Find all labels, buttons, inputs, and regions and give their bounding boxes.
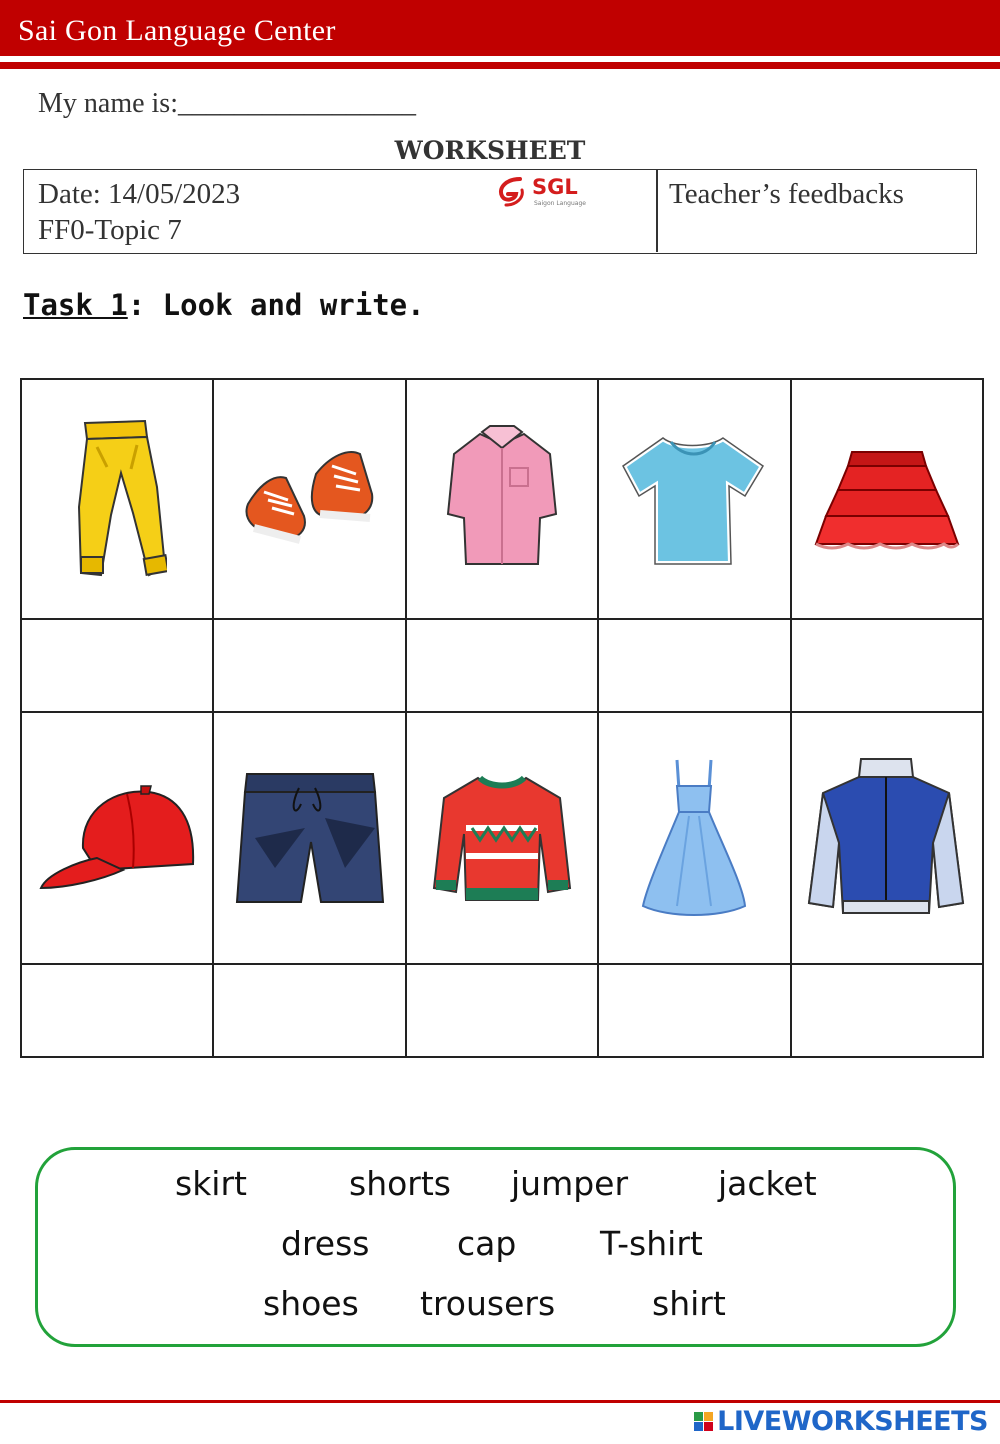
answer-input-7[interactable]: [218, 981, 401, 1041]
date-label: Date: 14/05/2023: [38, 178, 241, 210]
cap-picture: [37, 778, 197, 898]
answer-input-2[interactable]: [218, 636, 401, 696]
picture-grid: [20, 378, 984, 1058]
sgl-logo: [494, 174, 594, 210]
answer-input-1[interactable]: [26, 636, 209, 696]
task-label: Task 1: [23, 288, 128, 322]
word-bank-item: jumper: [511, 1164, 629, 1203]
trousers-cell: [21, 379, 213, 619]
info-table: [23, 169, 977, 254]
liveworksheets-brand: LIVEWORKSHEETS: [717, 1405, 988, 1437]
liveworksheets-logo[interactable]: [694, 1404, 988, 1438]
jumper-picture: [432, 768, 572, 908]
answer-input-6[interactable]: [26, 981, 209, 1041]
topic-label: FF0-Topic 7: [38, 214, 182, 246]
skirt-picture: [812, 444, 962, 554]
answer-cell-8[interactable]: [406, 964, 598, 1057]
header-rule: [0, 62, 1000, 69]
answer-cell-4[interactable]: [598, 619, 790, 712]
word-bank-item: jacket: [718, 1164, 817, 1203]
name-prompt: My name is:_________________: [38, 88, 416, 119]
shoes-picture: [240, 444, 380, 554]
answer-cell-9[interactable]: [598, 964, 790, 1057]
liveworksheets-logo-icon: [694, 1412, 713, 1431]
answer-input-4[interactable]: [603, 636, 786, 696]
trousers-picture: [67, 417, 167, 582]
skirt-cell: [791, 379, 983, 619]
feedback-label: Teacher’s feedbacks: [669, 178, 904, 210]
answer-cell-1[interactable]: [21, 619, 213, 712]
shorts-picture: [235, 768, 385, 908]
jacket-picture: [799, 753, 974, 923]
shirt-cell: [406, 379, 598, 619]
answer-cell-10[interactable]: [791, 964, 983, 1057]
word-bank-item: shorts: [349, 1164, 451, 1203]
answer-cell-7[interactable]: [213, 964, 405, 1057]
sgl-logo-icon: [494, 174, 530, 210]
cap-cell: [21, 712, 213, 964]
footer-rule: [0, 1400, 1000, 1403]
answer-cell-3[interactable]: [406, 619, 598, 712]
word-bank-item: shoes: [263, 1284, 359, 1323]
worksheet-title: WORKSHEET: [394, 136, 586, 165]
answer-cell-6[interactable]: [21, 964, 213, 1057]
jacket-cell: [791, 712, 983, 964]
word-bank-item: shirt: [652, 1284, 726, 1323]
answer-input-8[interactable]: [411, 981, 594, 1041]
jumper-cell: [406, 712, 598, 964]
word-bank-item: trousers: [420, 1284, 556, 1323]
tshirt-picture: [619, 424, 769, 574]
answer-input-9[interactable]: [603, 981, 786, 1041]
answer-input-5[interactable]: [795, 636, 978, 696]
answer-input-3[interactable]: [411, 636, 594, 696]
shirt-picture: [442, 424, 562, 574]
word-bank: [35, 1147, 956, 1347]
header-bar: [0, 0, 1000, 56]
word-bank-item: skirt: [175, 1164, 247, 1203]
tshirt-cell: [598, 379, 790, 619]
answer-cell-2[interactable]: [213, 619, 405, 712]
shorts-cell: [213, 712, 405, 964]
word-bank-item: cap: [457, 1224, 517, 1263]
sgl-logo-subtext: Saigon Language: [534, 200, 586, 207]
word-bank-item: dress: [281, 1224, 370, 1263]
task-instruction: : Look and write.: [127, 288, 425, 322]
center-name: Sai Gon Language Center: [18, 14, 336, 47]
dress-picture: [639, 756, 749, 921]
answer-input-10[interactable]: [795, 981, 978, 1041]
info-divider: [656, 170, 658, 252]
dress-cell: [598, 712, 790, 964]
word-bank-item: T-shirt: [600, 1224, 703, 1263]
sgl-logo-text: SGL: [532, 175, 578, 199]
answer-cell-5[interactable]: [791, 619, 983, 712]
task-title: [23, 288, 425, 322]
shoes-cell: [213, 379, 405, 619]
